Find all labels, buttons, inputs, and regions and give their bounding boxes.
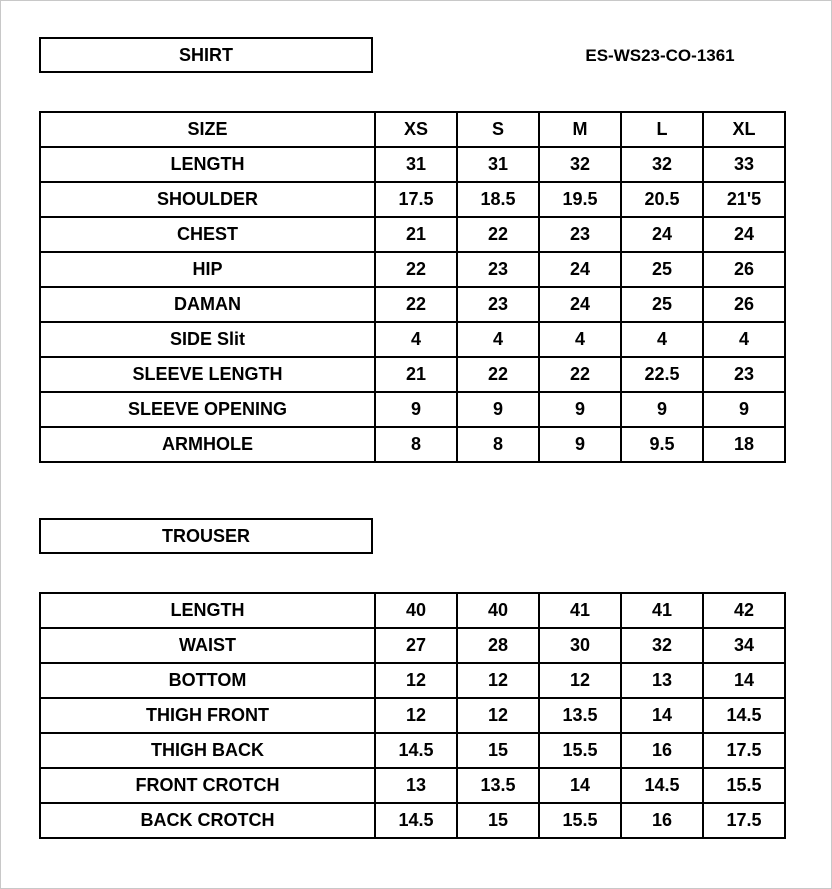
measurement-value: 23 — [457, 287, 539, 322]
measurement-value: 13 — [621, 663, 703, 698]
measurement-value: 13.5 — [539, 698, 621, 733]
measurement-value: 15.5 — [539, 733, 621, 768]
measurement-value: 22.5 — [621, 357, 703, 392]
measurement-label: BOTTOM — [40, 663, 375, 698]
measurement-value: 4 — [539, 322, 621, 357]
measurement-value: 18.5 — [457, 182, 539, 217]
measurement-value: 23 — [703, 357, 785, 392]
measurement-value: 34 — [703, 628, 785, 663]
table-row — [40, 768, 785, 803]
measurement-label: FRONT CROTCH — [40, 768, 375, 803]
measurement-label: ARMHOLE — [40, 427, 375, 462]
measurement-label: LENGTH — [40, 147, 375, 182]
measurement-value: 22 — [457, 217, 539, 252]
measurement-value: 13.5 — [457, 768, 539, 803]
measurement-value: 40 — [375, 593, 457, 628]
measurement-value: 14 — [703, 663, 785, 698]
measurement-label: SHOULDER — [40, 182, 375, 217]
measurement-value: 27 — [375, 628, 457, 663]
measurement-value: 14 — [539, 768, 621, 803]
measurement-value: 14.5 — [375, 803, 457, 838]
measurement-label: THIGH BACK — [40, 733, 375, 768]
size-header-cell: L — [621, 112, 703, 147]
measurement-value: 20.5 — [621, 182, 703, 217]
shirt-title-box — [39, 37, 373, 73]
measurement-value: 26 — [703, 252, 785, 287]
shirt-size-table — [39, 111, 786, 463]
measurement-value: 17.5 — [703, 733, 785, 768]
table-row — [40, 733, 785, 768]
measurement-label: LENGTH — [40, 593, 375, 628]
size-header-cell: M — [539, 112, 621, 147]
measurement-value: 14 — [621, 698, 703, 733]
size-header-cell: S — [457, 112, 539, 147]
measurement-value: 12 — [375, 698, 457, 733]
measurement-value: 16 — [621, 803, 703, 838]
measurement-label: WAIST — [40, 628, 375, 663]
table-row — [40, 357, 785, 392]
measurement-value: 41 — [539, 593, 621, 628]
measurement-value: 22 — [457, 357, 539, 392]
measurement-value: 4 — [621, 322, 703, 357]
measurement-value: 4 — [703, 322, 785, 357]
measurement-label: HIP — [40, 252, 375, 287]
measurement-value: 12 — [539, 663, 621, 698]
measurement-value: 4 — [375, 322, 457, 357]
measurement-value: 4 — [457, 322, 539, 357]
measurement-value: 14.5 — [703, 698, 785, 733]
measurement-value: 16 — [621, 733, 703, 768]
measurement-value: 9 — [375, 392, 457, 427]
measurement-value: 8 — [375, 427, 457, 462]
table-row — [40, 392, 785, 427]
table-row — [40, 698, 785, 733]
table-row — [40, 663, 785, 698]
measurement-value: 19.5 — [539, 182, 621, 217]
table-row — [40, 628, 785, 663]
measurement-value: 9 — [457, 392, 539, 427]
measurement-value: 22 — [375, 252, 457, 287]
measurement-value: 21 — [375, 357, 457, 392]
shirt-title: SHIRT — [179, 44, 233, 65]
size-header-cell: XL — [703, 112, 785, 147]
trouser-size-table — [39, 592, 786, 839]
measurement-value: 9.5 — [621, 427, 703, 462]
measurement-value: 15 — [457, 803, 539, 838]
measurement-label: SLEEVE LENGTH — [40, 357, 375, 392]
table-row — [40, 147, 785, 182]
measurement-value: 25 — [621, 287, 703, 322]
measurement-value: 24 — [621, 217, 703, 252]
table-row — [40, 182, 785, 217]
measurement-value: 14.5 — [375, 733, 457, 768]
measurement-value: 31 — [375, 147, 457, 182]
table-row — [40, 287, 785, 322]
measurement-value: 12 — [375, 663, 457, 698]
measurement-value: 23 — [457, 252, 539, 287]
trouser-table-body — [40, 593, 785, 838]
header-cell: SIZE — [40, 112, 375, 147]
measurement-value: 32 — [621, 628, 703, 663]
measurement-value: 14.5 — [621, 768, 703, 803]
measurement-value: 31 — [457, 147, 539, 182]
measurement-value: 32 — [621, 147, 703, 182]
measurement-value: 42 — [703, 593, 785, 628]
table-row — [40, 322, 785, 357]
trouser-title: TROUSER — [161, 525, 250, 546]
measurement-value: 9 — [703, 392, 785, 427]
measurement-label: SIDE Slit — [40, 322, 375, 357]
measurement-value: 9 — [539, 392, 621, 427]
table-row — [40, 803, 785, 838]
measurement-value: 40 — [457, 593, 539, 628]
shirt-header-row — [40, 112, 785, 147]
measurement-value: 28 — [457, 628, 539, 663]
measurement-label: DAMAN — [40, 287, 375, 322]
table-row — [40, 427, 785, 462]
measurement-value: 12 — [457, 663, 539, 698]
table-row — [40, 593, 785, 628]
measurement-value: 33 — [703, 147, 785, 182]
table-row — [40, 217, 785, 252]
product-code: ES-WS23-CO-1361 — [585, 45, 735, 65]
measurement-value: 21 — [375, 217, 457, 252]
measurement-value: 24 — [539, 287, 621, 322]
measurement-value: 41 — [621, 593, 703, 628]
measurement-label: CHEST — [40, 217, 375, 252]
measurement-value: 25 — [621, 252, 703, 287]
measurement-value: 24 — [703, 217, 785, 252]
measurement-value: 15.5 — [539, 803, 621, 838]
measurement-label: THIGH FRONT — [40, 698, 375, 733]
measurement-value: 15.5 — [703, 768, 785, 803]
measurement-value: 18 — [703, 427, 785, 462]
measurement-value: 21'5 — [703, 182, 785, 217]
measurement-value: 30 — [539, 628, 621, 663]
measurement-value: 15 — [457, 733, 539, 768]
measurement-value: 24 — [539, 252, 621, 287]
measurement-value: 17.5 — [703, 803, 785, 838]
measurement-value: 26 — [703, 287, 785, 322]
measurement-value: 23 — [539, 217, 621, 252]
measurement-value: 22 — [539, 357, 621, 392]
measurement-value: 9 — [621, 392, 703, 427]
measurement-value: 13 — [375, 768, 457, 803]
trouser-title-box — [39, 518, 373, 554]
measurement-value: 32 — [539, 147, 621, 182]
measurement-value: 8 — [457, 427, 539, 462]
table-row — [40, 252, 785, 287]
size-header-cell: XS — [375, 112, 457, 147]
shirt-table-body — [40, 112, 785, 462]
measurement-value: 22 — [375, 287, 457, 322]
measurement-value: 17.5 — [375, 182, 457, 217]
measurement-value: 12 — [457, 698, 539, 733]
measurement-label: BACK CROTCH — [40, 803, 375, 838]
measurement-value: 9 — [539, 427, 621, 462]
measurement-label: SLEEVE OPENING — [40, 392, 375, 427]
